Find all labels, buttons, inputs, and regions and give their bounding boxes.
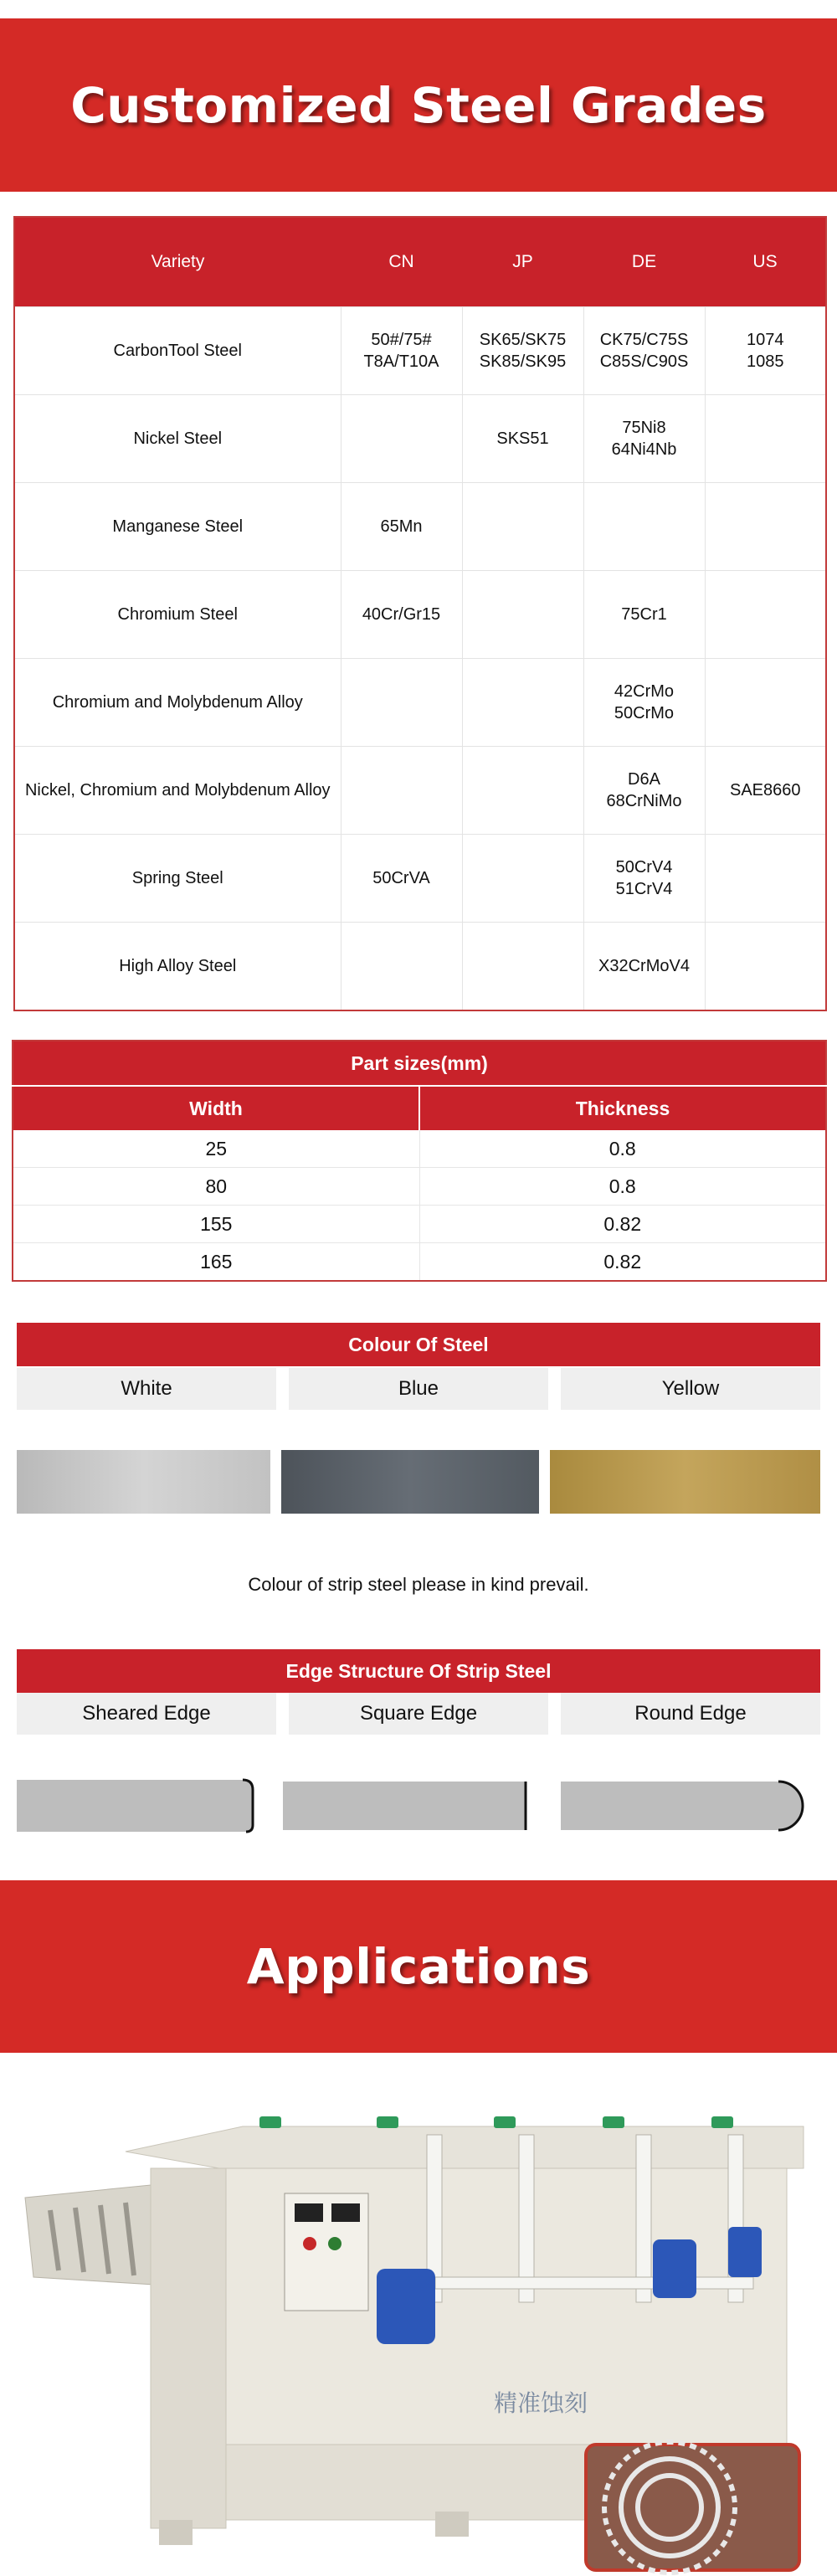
grade-cell	[705, 571, 826, 659]
column-header-variety: Variety	[14, 217, 341, 307]
grade-cell	[341, 395, 462, 483]
column-header-cn: CN	[341, 217, 462, 307]
variety-cell: High Alloy Steel	[14, 923, 341, 1011]
round-edge-diagram	[561, 1776, 812, 1835]
width-header: Width	[13, 1086, 419, 1130]
edge-label-square: Square Edge	[289, 1693, 548, 1735]
colour-label-yellow: Yellow	[561, 1368, 820, 1410]
grade-cell: 40Cr/Gr15	[341, 571, 462, 659]
grade-cell	[341, 923, 462, 1011]
sheared-edge-diagram	[17, 1776, 259, 1835]
swatch-white	[17, 1450, 270, 1514]
edge-section-title: Edge Structure Of Strip Steel	[17, 1649, 820, 1693]
etching-machine-image	[0, 2076, 837, 2576]
table-row	[14, 659, 826, 747]
table-row	[13, 1206, 826, 1243]
grade-cell	[705, 395, 826, 483]
grade-cell: SAE8660	[705, 747, 826, 835]
column-header-us: US	[705, 217, 826, 307]
variety-cell: Nickel, Chromium and Molybdenum Alloy	[14, 747, 341, 835]
machine-logo: 精准蚀刻	[494, 2389, 588, 2417]
table-row	[14, 747, 826, 835]
table-row	[14, 395, 826, 483]
colour-label-white: White	[17, 1368, 276, 1410]
variety-cell: Manganese Steel	[14, 483, 341, 571]
grade-cell: 65Mn	[341, 483, 462, 571]
table-row	[14, 835, 826, 923]
grade-cell: CK75/C75S C85S/C90S	[583, 307, 705, 395]
edge-label-sheared: Sheared Edge	[17, 1693, 276, 1735]
variety-cell: Nickel Steel	[14, 395, 341, 483]
column-header-jp: JP	[462, 217, 583, 307]
grade-cell	[462, 571, 583, 659]
table-row	[13, 1168, 826, 1206]
grade-cell	[705, 835, 826, 923]
table-row	[14, 571, 826, 659]
table-row	[14, 483, 826, 571]
grade-cell	[705, 483, 826, 571]
grade-cell	[341, 747, 462, 835]
steel-grades-table	[13, 216, 827, 1011]
colour-label-blue: Blue	[289, 1368, 548, 1410]
thickness-cell: 0.8	[419, 1130, 826, 1168]
swatch-blue	[281, 1450, 539, 1514]
variety-cell: CarbonTool Steel	[14, 307, 341, 395]
grade-cell	[705, 923, 826, 1011]
table-row	[13, 1243, 826, 1282]
table-row	[13, 1130, 826, 1168]
grade-cell: 42CrMo 50CrMo	[583, 659, 705, 747]
applications-banner	[0, 1880, 837, 2053]
thickness-cell: 0.82	[419, 1206, 826, 1243]
grade-cell	[583, 483, 705, 571]
title-banner	[0, 18, 837, 192]
applications-title: Applications	[246, 1938, 591, 1995]
square-edge-diagram	[283, 1776, 534, 1835]
grade-cell: 75Cr1	[583, 571, 705, 659]
width-cell: 165	[13, 1243, 419, 1282]
table-row	[14, 307, 826, 395]
variety-cell: Spring Steel	[14, 835, 341, 923]
grade-cell	[462, 835, 583, 923]
width-cell: 155	[13, 1206, 419, 1243]
variety-cell: Chromium Steel	[14, 571, 341, 659]
page-title: Customized Steel Grades	[70, 76, 767, 134]
table-header-row	[14, 217, 826, 307]
grade-cell: 50#/75# T8A/T10A	[341, 307, 462, 395]
colour-labels	[17, 1368, 820, 1410]
table-row	[14, 923, 826, 1011]
grade-cell: 1074 1085	[705, 307, 826, 395]
grade-cell: 50CrV4 51CrV4	[583, 835, 705, 923]
thickness-cell: 0.82	[419, 1243, 826, 1282]
column-header-de: DE	[583, 217, 705, 307]
variety-cell: Chromium and Molybdenum Alloy	[14, 659, 341, 747]
grade-cell: 75Ni8 64Ni4Nb	[583, 395, 705, 483]
grade-cell	[341, 659, 462, 747]
colour-section-title: Colour Of Steel	[17, 1323, 820, 1366]
part-sizes-title: Part sizes(mm)	[13, 1041, 826, 1086]
grade-cell	[705, 659, 826, 747]
thickness-header: Thickness	[419, 1086, 826, 1130]
grade-cell	[462, 483, 583, 571]
grade-cell: D6A 68CrNiMo	[583, 747, 705, 835]
grade-cell: 50CrVA	[341, 835, 462, 923]
colour-note: Colour of strip steel please in kind prevail.	[248, 1574, 589, 1595]
edge-labels	[17, 1693, 820, 1735]
grade-cell	[462, 659, 583, 747]
part-sizes-table	[12, 1040, 827, 1282]
swatch-yellow	[550, 1450, 820, 1514]
width-cell: 25	[13, 1130, 419, 1168]
grade-cell	[462, 923, 583, 1011]
grade-cell: SK65/SK75 SK85/SK95	[462, 307, 583, 395]
grade-cell: X32CrMoV4	[583, 923, 705, 1011]
thickness-cell: 0.8	[419, 1168, 826, 1206]
grade-cell: SKS51	[462, 395, 583, 483]
width-cell: 80	[13, 1168, 419, 1206]
grade-cell	[462, 747, 583, 835]
edge-label-round: Round Edge	[561, 1693, 820, 1735]
